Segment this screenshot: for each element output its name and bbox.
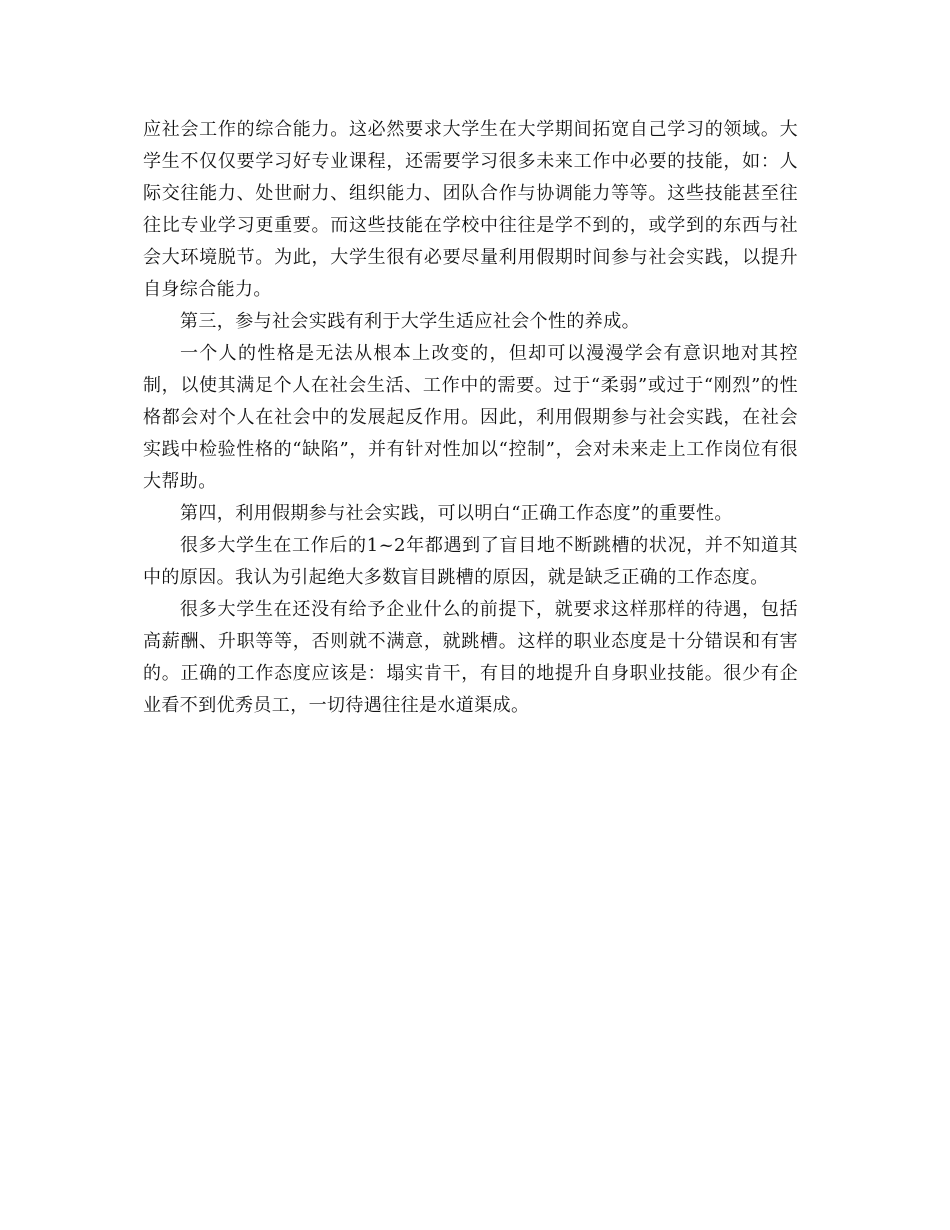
paragraph-fourth-point-heading: 第四，利用假期参与社会实践，可以明白“正确工作态度”的重要性。 xyxy=(180,503,733,524)
document-page xyxy=(143,114,798,722)
paragraph-continuation: 应社会工作的综合能力。这必然要求大学生在大学期间拓宽自己学习的领域。大学生不仅仅要学习好专业课程，还需要学习很多未来工作中必要的技能，如：人际交往能力、处世耐力、组织能力、团队合作与协调能力等等。这些技能甚至往往比专业学习更重要。而这些技能在学校中往往是学不到的，或学到的东西与社会大环境脱节。为此，大学生很有必要尽量利用假期时间参与社会实践，以提升自身综合能力。 xyxy=(143,119,798,300)
paragraph-third-point-heading: 第三，参与社会实践有利于大学生适应社会个性的养成。 xyxy=(180,311,640,332)
paragraph-job-hopping: 很多大学生在工作后的1~2年都遇到了盲目地不断跳槽的状况，并不知道其中的原因。我认为引起绝大多数盲目跳槽的原因，就是缺乏正确的工作态度。 xyxy=(143,535,798,588)
paragraph-personality: 一个人的性格是无法从根本上改变的，但却可以漫漫学会有意识地对其控制，以使其满足个人在社会生活、工作中的需要。过于“柔弱”或过于“刚烈”的性格都会对个人在社会中的发展起反作用。因此，利用假期参与社会实践，在社会实践中检验性格的“缺陷”，并有针对性加以“控制”，会对未来走上工作岗位有很大帮助。 xyxy=(143,343,798,492)
paragraph-work-attitude: 很多大学生在还没有给予企业什么的前提下，就要求这样那样的待遇，包括高薪酬、升职等等，否则就不满意，就跳槽。这样的职业态度是十分错误和有害的。正确的工作态度应该是：塌实肯干，有目的地提升自身职业技能。很少有企业看不到优秀员工，一切待遇往往是水道渠成。 xyxy=(143,599,798,716)
